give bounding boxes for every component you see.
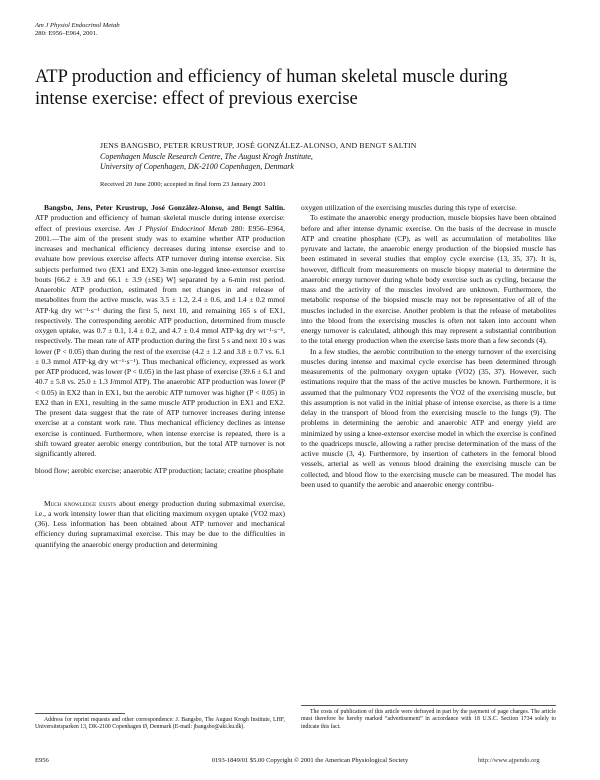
journal-name: Am J Physiol Endocrinol Metab	[35, 22, 120, 29]
footnote-rule-left	[35, 713, 125, 714]
abstract-journal: Am J Physiol Endocrinol Metab	[124, 223, 228, 233]
journal-header	[35, 22, 120, 38]
journal-citation: 280: E956–E964, 2001.	[35, 30, 98, 37]
abstract-text: The aim of the present study was to examine whether ATP production increases and mechanical efficiency decreases during intense exercise and to evaluate how previous exercise affects ATP turnover during intense exercise. Six subjects performed two (EX1 and EX2) 3-min one-legged knee-extensor exercise bouts [66.2 ± 3.9 and 66.1 ± 3.9 (±SE) W] separated by a 6-min rest period. Anaerobic ATP production, estimated from net changes in and release of metabolites from the active muscle, was 3.5 ± 1.2, 2.4 ± 0.6, and 1.4 ± 0.2 mmol ATP·kg dry wt⁻¹·s⁻¹ during the first 5, next 10, and remaining 165 s of EX1, respectively. The corresponding aerobic ATP production, determined from muscle oxygen uptake, was 0.7 ± 0.1, 1.4 ± 0.2, and 4.7 ± 0.4 mmol ATP·kg dry wt⁻¹·s⁻¹, respectively. The mean rate of ATP production during the first 5 s and next 10 s was lower (P < 0.05) than during the rest of the exercise (4.2 ± 1.2 and 3.8 ± 0.7 vs. 6.1 ± 0.3 mmol ATP·kg dry wt⁻¹·s⁻¹). Thus mechanical efficiency, expressed as work per ATP produced, was lower (P < 0.05) in the last phase of exercise (39.6 ± 6.1 and 40.7 ± 5.8 vs. 25.0 ± 1.3 J/mmol ATP). The anaerobic ATP production was lower (P < 0.05) in EX2 than in EX1, but the aerobic ATP turnover was higher (P < 0.05) in EX2 than in EX1, resulting in the same muscle ATP production in EX1 and EX2. The present data suggest that the rate of ATP turnover increases during intense exercise at a constant work rate. Thus mechanical efficiency declines as intense exercise is continued. Furthermore, when intense exercise is repeated, there is a shift toward greater aerobic energy contribution, but the total ATP turnover is not significantly altered.	[35, 233, 285, 458]
affiliation	[100, 152, 560, 172]
footnote-costs	[301, 709, 556, 731]
abstract-authors: Bangsbo, Jens, Peter Krustrup, José González-Alonso, and Bengt Saltin.	[44, 203, 285, 212]
abstract-ref: 280: E956–E964, 2001.—	[35, 223, 286, 243]
affiliation-line-1: Copenhagen Muscle Research Centre, The August Krogh Institute,	[100, 152, 313, 161]
copyright-line: 0193-1849/01 $5.00 Copyright © 2001 the American Physiological Society	[211, 757, 409, 764]
right-paragraph-2: To estimate the anaerobic energy production, muscle biopsies have been obtained before and after intense dynamic exercise. On the basis of the decrease in muscle ATP and creatine phosphate (CP), as well as accumulation of metabolites like pyruvate and lactate, the anaerobic energy production of the biopsied muscle has been estimated in several studies that employ cycle exercise (13, 35, 37). It is, however, difficult from measurements on muscle biopsy material to determine the anaerobic energy turnover during whole body exercise such as cycling, because the mass and the activity of the muscles involved are unknown. Furthermore, the metabolic response of the biopsied muscle may not be representative of all of the muscles included in the exercise. Another problem is that the release of metabolites into the blood from the exercising muscles is often not taken into account when energy turnover is calculated, although this may represent a substantial contribution to the total energy production when the exercise lasts more than a few seconds (4).	[301, 213, 556, 346]
right-column	[301, 203, 556, 490]
abstract	[35, 203, 285, 459]
article-title: ATP production and efficiency of human skeletal muscle during intense exercise: effect of previous exercise	[35, 67, 508, 109]
footnote-correspondence	[35, 717, 285, 732]
keywords: blood flow; aerobic exercise; anaerobic ATP production; lactate; creatine phosphate	[35, 466, 284, 476]
affiliation-line-2: University of Copenhagen, DK-2100 Copenhagen, Denmark	[100, 162, 294, 171]
journal-url[interactable]: http://www.ajpendo.org	[478, 757, 540, 764]
right-paragraph-3: In a few studies, the aerobic contribution to the energy turnover of the exercising muscles during intense and maximal cycle exercise has been determined through measurements of the pulmonary oxygen uptake (V̇O2) (35, 37). However, such estimations require that the mass of the active muscles be known. Furthermore, it is assumed that the pulmonary V̇O2 represents the V̇O2 of the exercising muscle, but this assumption is not valid in the initial phase of intense exercise, as there is a time delay in the transport of blood from the exercising muscle to the lungs (9). The problems in determining the aerobic and anaerobic ATP and energy yield are minimized by using a knee-extensor exercise model in which the exercise is confined to the quadriceps muscle, allowing a rather precise determination of the mass of the active muscle (3, 4). Furthermore, by insertion of catheters in the femoral blood vessels, arterial as well as venous blood draining the exercising muscle can be collected, and blood flow to the exercising muscle can be measured. The model has been used to quantify the aerobic and anaerobic energy contribu-	[301, 346, 556, 489]
author-list: JENS BANGSBO, PETER KRUSTRUP, JOSÉ GONZÁLEZ-ALONSO, AND BENGT SALTIN	[100, 141, 417, 150]
right-paragraph-1: oxygen utilization of the exercising muscles during this type of exercise.	[301, 203, 517, 212]
download-watermark	[578, 200, 588, 630]
introduction-paragraph	[35, 499, 285, 550]
left-column	[35, 203, 285, 550]
intro-lead: Much knowledge exists	[44, 498, 117, 508]
costs-text: The costs of publication of this article were defrayed in part by the payment of page charges. The article must therefore be hereby marked “advertisement” in accordance with 18 U.S.C. Section 1734 solely to indicate this fact.	[301, 709, 556, 730]
page-number: E956	[35, 757, 49, 764]
intro-text: about energy production during submaximal exercise, i.e., a work intensity lower than that eliciting maximum oxygen uptake (V̇O2 max) (36). Less information has been obtained about ATP turnover and mechanical efficiency during supramaximal exercise. This may be due to the difficulties in quantifying the anaerobic energy production and determining	[35, 498, 285, 549]
correspondence-text: Address for reprint requests and other correspondence: J. Bangsbo, The August Krogh Institute, LHF, Universitetsparken 13, DK-2100 Copenhagen Ø, Denmark (E-mail: jbangsbo@aki.ku.dk).	[35, 717, 285, 731]
received-dates: Received 20 June 2000; accepted in final form 23 January 2001	[100, 181, 266, 188]
footnote-rule-right	[301, 705, 556, 706]
abstract-citation-title: ATP production and efficiency of human skeletal muscle during intense exercise: effect of previous exercise.	[35, 213, 285, 233]
